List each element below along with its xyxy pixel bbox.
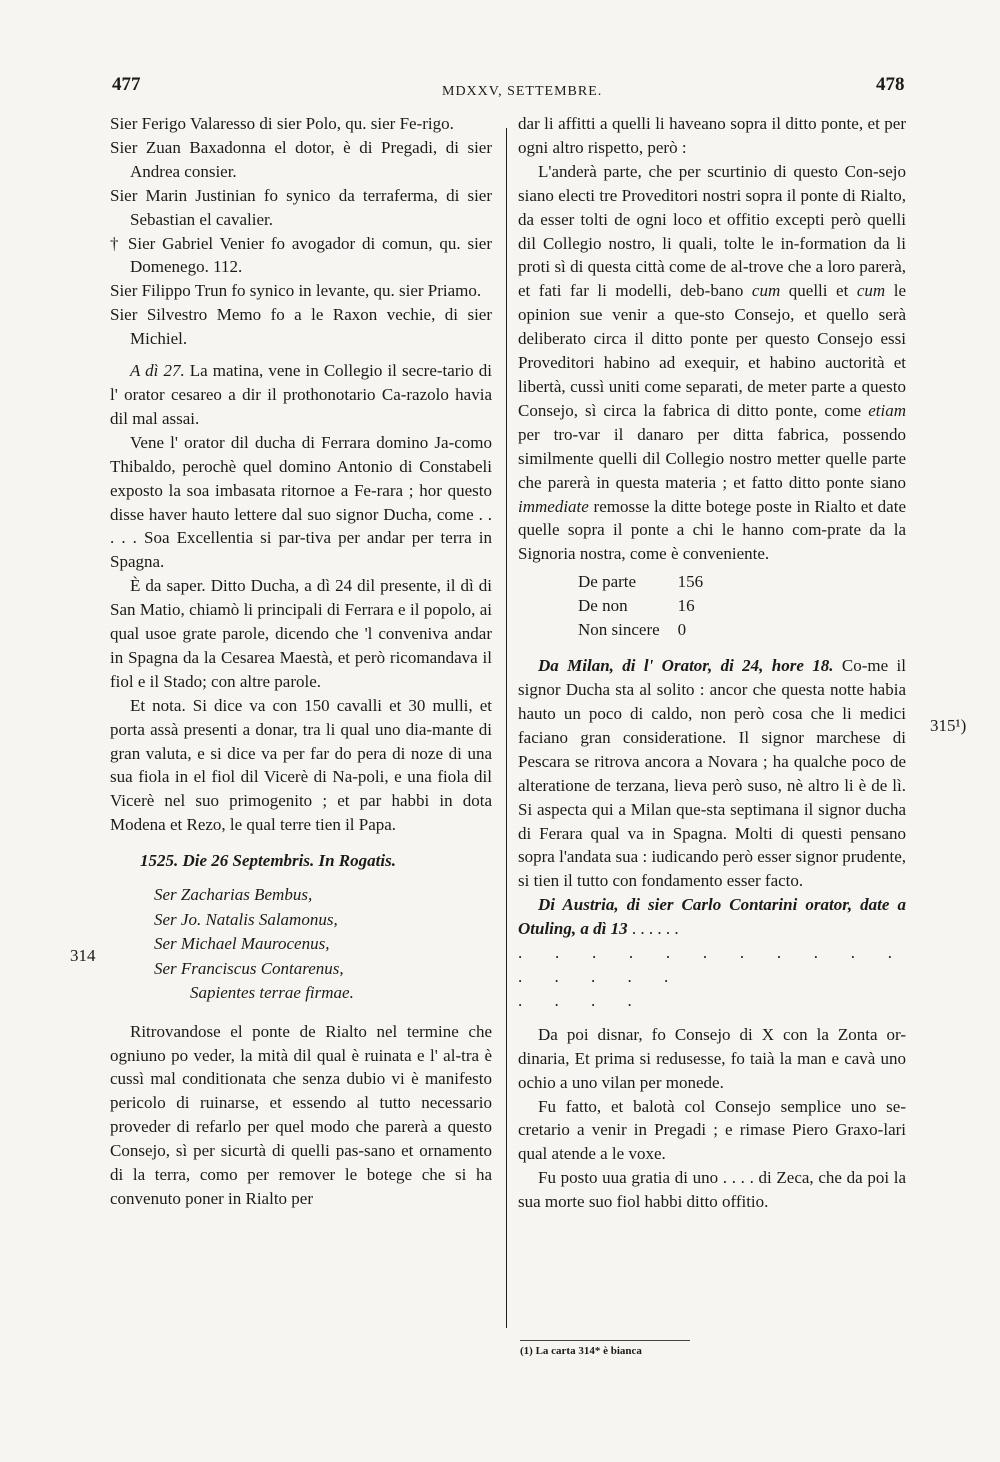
senator-title: Sapientes terrae firmae. xyxy=(190,983,354,1003)
section-heading: 1525. Die 26 Septembris. In Rogatis. xyxy=(140,851,396,871)
vote-row: De non 16 xyxy=(578,596,695,616)
senator-name: Ser Franciscus Contarenus, xyxy=(154,958,344,978)
paragraph-ponte-rialto: Ritrovandose el ponte de Rialto nel termine che ogniuno po veder, la mità dil qual è ruinata e l' al-tra è cussì mal conditionata che senza dubio vi è manifesto pericolo di ruinarse, et essendo al tutto necessario proveder di refarlo per quel modo che parerà a questo Consejo, sì per sicurtà di quelli pas-sano et ornamento di la terra, como per remover le botege che si ha convenuto poner in Rialto per xyxy=(110,1021,492,1208)
running-title: MDXXV, SETTEMBRE. xyxy=(442,84,603,99)
margin-number-314: 314 xyxy=(70,946,96,965)
paragraph-et-nota: Et nota. Si dice va con 150 cavalli et 30 mulli, et porta assà presenti a donar, tra li qual uno dia-mante di gran valuta, e si dice va per far do pera di noze di una sua fiola in el fiol dil Vicerè di Na-poli, e una fiola dil Vicerè nel suo primogenito ; et par habbi in dota Modena et Rezo, le qual terre tien il Papa. xyxy=(110,695,492,835)
vote-row: De parte 156 xyxy=(578,572,704,592)
paragraph-affitti: dar li affitti a quelli li haveano sopra il ditto ponte, et per ogni altro rispetto, però : xyxy=(518,114,906,157)
right-column xyxy=(518,112,906,1214)
paragraph-27: A dì 27. La matina, vene in Collegio il secre-tario di l' orator cesareo a dir il prothonotario Ca-razolo havia dil mal assai. xyxy=(110,361,492,428)
vote-row: Non sincere 0 xyxy=(578,620,687,640)
senator-name: Ser Michael Maurocenus, xyxy=(154,934,330,954)
ellipsis-line: . . . . xyxy=(518,990,646,1010)
paragraph-orator-ferrara: Vene l' orator dil ducha di Ferrara domino Ja-como Thibaldo, perochè quel domino Antonio di Constabeli exposto la soa imbasata ritornoe a Fe-rara ; hor questo disse haver hauto lettere dal suo signor Ducha, come . . . . . Soa Excellentia si par-tiva per andar per terra in Spagna. xyxy=(110,432,492,572)
paragraph-consejo-x: Da poi disnar, fo Consejo di X con la Zonta or-dinaria, Et prima si redusesse, fo taià la man e cavà uno ochio a uno vilan per monede. xyxy=(518,1024,906,1092)
paragraph-austria: Di Austria, di sier Carlo Contarini orator, date a Otuling, a dì 13 . . . . . . xyxy=(518,895,906,939)
left-page-number: 477 xyxy=(112,74,141,95)
ellipsis-line: . . . . . . . . . . . . . . . . xyxy=(518,943,906,986)
paragraph-da-saper: È da saper. Ditto Ducha, a dì 24 dil presente, il dì di San Matio, chiamò li principali di Ferrara e il popolo, ai qual usoe grate parole, dicendo che 'l conveniva andar in Spagna da la Cesarea Maestà, et però ricomandava il fiol e il Stado; con altre parole. xyxy=(110,576,492,691)
senator-name: Ser Zacharias Bembus, xyxy=(154,885,313,905)
entry-trun: Sier Filippo Trun fo synico in levante, qu. sier Priamo. xyxy=(110,281,482,301)
entry-valaresso: Sier Ferigo Valaresso di sier Polo, qu. sier Fe-rigo. xyxy=(110,114,454,133)
footnote: (1) La carta 314* è bianca xyxy=(520,1334,690,1357)
entry-venier: † Sier Gabriel Venier fo avogador di comun, qu. sier Domenego. 112. xyxy=(110,233,492,277)
entry-memo: Sier Silvestro Memo fo a le Raxon vechie, di sier Michiel. xyxy=(110,305,492,349)
column-divider xyxy=(506,128,507,1328)
date-27: A dì 27. xyxy=(130,361,185,381)
senators-list xyxy=(154,883,492,1006)
paragraph-secretario: Fu fatto, et balotà col Consejo semplice uno se-cretario a venir in Pregadi ; e rimase Piero Graxo-lari qual atende a le voxe. xyxy=(518,1096,906,1164)
entry-justinian: Sier Marin Justinian fo synico da terraferma, di sier Sebastian el cavalier. xyxy=(110,185,492,229)
entry-baxadonna: Sier Zuan Baxadonna el dotor, è di Pregadi, di sier Andrea consier. xyxy=(110,137,492,181)
paragraph-andera-parte: L'anderà parte, che per scurtinio di questo Con-sejo siano electi tre Proveditori nostri sopra il ponte di Rialto, da esser tolti de ogni loco et offitio excepti però quelli dil Collegio nostro, li quali, tolte le in-formation da li proti sì di questa città come de al-trove che a loro parerà, et fati far li modelli, deb-bano cum quelli et cum le opinion sue venir a que-sto Consejo, et quello serà deliberato circa il ditto ponte per questo Consejo essi Proveditori habino ad exequir, et habino auctorità et libertà, cussì uniti come separati, de meter parte a questo Consejo, sì circa la fabrica di ditto ponte, come etiam per tro-var il danaro per ditta fabrica, possendo similmente quelli dil Collegio nostro metter quelle parte che parerà in questa materia ; et fatto ditto ponte siano immediate remosse la ditte botege poste in Rialto et date quelle sopra il ponte a chi le hanno com-prate da la Signoria nostra, come è conveniente. xyxy=(518,161,906,564)
senator-name: Ser Jo. Natalis Salamonus, xyxy=(154,909,338,929)
footnote-rule xyxy=(520,1340,690,1341)
right-page-number: 478 xyxy=(876,74,905,95)
vote-tally xyxy=(578,570,721,642)
left-column xyxy=(110,112,492,1211)
paragraph-milan: Da Milan, di l' Orator, di 24, hore 18. Co-me il signor Ducha sta al solito : ancor che questa notte habia hauto un poco di caldo, non però cosa che li medici faciano gran consideratione. Il signor marchese di Pescara se ritrova ancora a Novara ; ha qualche poco de alteratione de terzana, lieva però suso, nè altro li è de lì. Si aspecta qui a Milan que-sta septimana il signor ducha di Ferara qual va in Spagna. Molti di questi pensano sopra l'andata sua : iudicando però esser signor prudente, si tien il tutto con fondamento esser facto. xyxy=(518,656,906,891)
paragraph-gratia: Fu posto uua gratia di uno . . . . di Zeca, che da poi la sua morte suo fiol habbi ditto offitio. xyxy=(518,1168,906,1212)
margin-number-315: 315¹) xyxy=(930,716,967,735)
